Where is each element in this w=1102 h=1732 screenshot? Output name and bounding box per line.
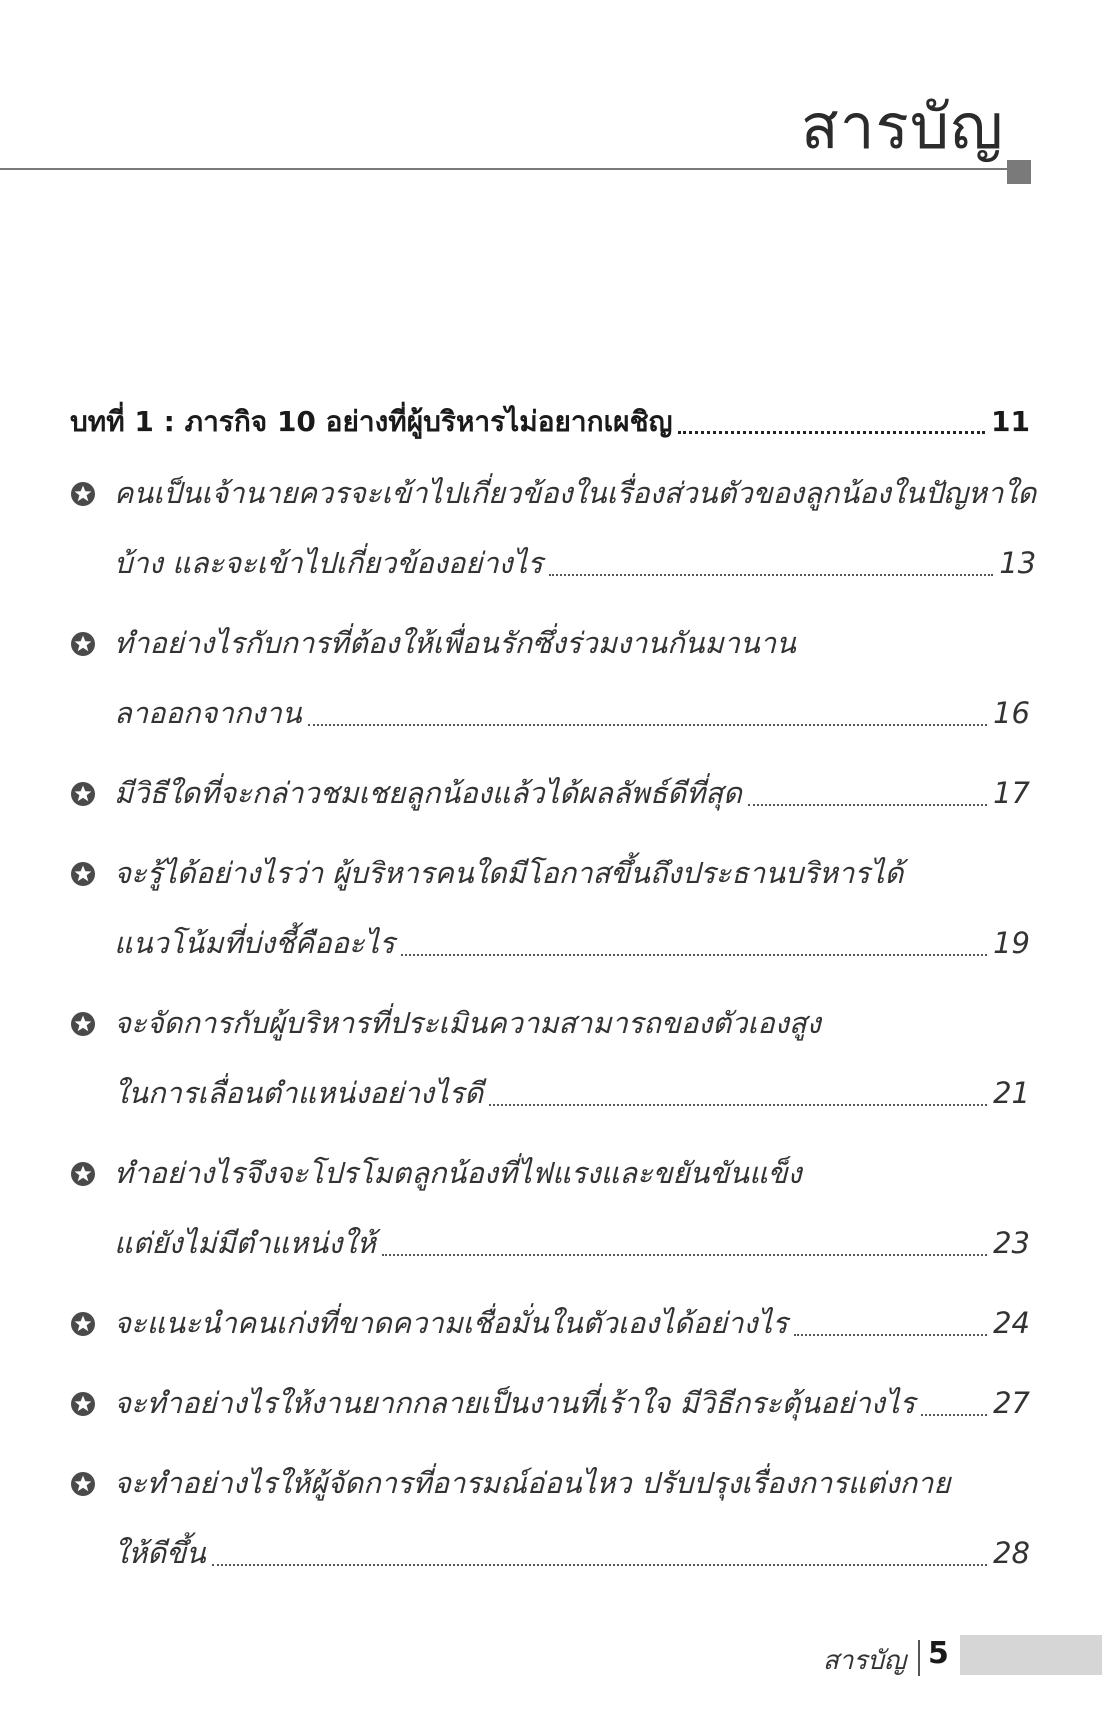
toc-entry-text: จะจัดการกับผู้บริหารที่ประเมินความสามารถของตัวเองสูง (114, 1006, 821, 1040)
toc-entry-body (114, 1000, 1030, 1116)
dot-leader (748, 804, 987, 806)
chapter-page-number: 11 (991, 405, 1030, 438)
toc-entry-page-number: 19 (993, 926, 1030, 960)
toc-entry-text: มีวิธีใดที่จะกล่าวชมเชยลูกน้องแล้วได้ผลลัพธ์ดีที่สุด (114, 776, 742, 810)
toc-entry-body (114, 620, 1030, 736)
star-circle-icon (70, 1010, 104, 1036)
toc-entry-text: จะทำอย่างไรให้ผู้จัดการที่อารมณ์อ่อนไหว ปรับปรุงเรื่องการแต่งกาย (114, 1466, 951, 1500)
toc-entry-last-line (114, 920, 1030, 966)
footer-page-number: 5 (928, 1636, 949, 1671)
dot-leader (489, 1104, 987, 1106)
toc-entry-page-number: 17 (993, 776, 1030, 810)
dot-leader (212, 1564, 987, 1566)
toc-entry-body (114, 1460, 1030, 1576)
toc-entry-page-number: 13 (999, 546, 1037, 580)
toc-entry-text: ทำอย่างไรจึงจะโปรโมตลูกน้องที่ไฟแรงและขยันขันแข็ง (114, 1156, 802, 1190)
star-circle-icon (70, 630, 104, 656)
dot-leader (401, 954, 987, 956)
toc-entry-text: ให้ดีขึ้น (114, 1536, 206, 1570)
toc-entry-text: บ้าง และจะเข้าไปเกี่ยวข้องอย่างไร (114, 546, 543, 580)
toc-entry-page-number: 23 (993, 1226, 1030, 1260)
toc-entry-body (114, 770, 1030, 816)
star-circle-icon (70, 1390, 104, 1416)
toc-entry[interactable] (70, 1150, 1030, 1266)
toc-entry-last-line (114, 1530, 1030, 1576)
chapter-label: บทที่ 1 : ภารกิจ 10 อย่างที่ผู้บริหารไม่อยากเผชิญ (70, 405, 673, 438)
toc-entry[interactable] (70, 470, 1037, 586)
footer-section-label: สารบัญ (822, 1646, 906, 1676)
toc-entry-last-line (114, 1380, 1030, 1426)
footer-separator (918, 1640, 920, 1676)
toc-entry[interactable] (70, 850, 1030, 966)
toc-entry-text: ในการเลื่อนตำแหน่งอย่างไรดี (114, 1076, 484, 1110)
header-rule-square (1007, 160, 1031, 184)
toc-entry-last-line (114, 770, 1030, 816)
toc-entry[interactable] (70, 770, 1030, 816)
star-circle-icon (70, 1160, 104, 1186)
table-of-contents (70, 400, 1037, 1610)
star-circle-icon (70, 480, 104, 506)
toc-entry-page-number: 27 (993, 1386, 1030, 1420)
toc-entry-page-number: 28 (993, 1536, 1030, 1570)
toc-entry-last-line (114, 540, 1036, 586)
toc-entry-page-number: 21 (993, 1076, 1030, 1110)
dot-leader (794, 1334, 987, 1336)
toc-entry[interactable] (70, 1380, 1030, 1426)
toc-entry-text: จะรู้ได้อย่างไรว่า ผู้บริหารคนใดมีโอกาสขึ้นถึงประธานบริหารได้ (114, 856, 904, 890)
toc-entry-text: ลาออกจากงาน (114, 696, 302, 730)
header-rule (0, 168, 1022, 170)
toc-entry-page-number: 16 (993, 696, 1030, 730)
toc-entry-text: แต่ยังไม่มีตำแหน่งให้ (114, 1226, 376, 1260)
toc-entry[interactable] (70, 1000, 1030, 1116)
dot-leader (921, 1414, 987, 1416)
toc-entry-text: แนวโน้มที่บ่งชี้คืออะไร (114, 926, 395, 960)
footer-tab-block (960, 1635, 1102, 1675)
toc-entry-body (114, 470, 1036, 586)
toc-chapter-heading[interactable] (70, 400, 1030, 444)
toc-entry-last-line (114, 1070, 1030, 1116)
dot-leader (549, 574, 994, 576)
toc-entry[interactable] (70, 620, 1030, 736)
page-title: สารบัญ (800, 90, 1004, 163)
star-circle-icon (70, 860, 104, 886)
dot-leader (382, 1254, 987, 1256)
toc-entry-body (114, 1150, 1030, 1266)
toc-entries (70, 470, 1037, 1576)
toc-entry[interactable] (70, 1300, 1030, 1346)
toc-entry-text: ทำอย่างไรกับการที่ต้องให้เพื่อนรักซึ่งร่วมงานกันมานาน (114, 626, 796, 660)
toc-entry-page-number: 24 (993, 1306, 1030, 1340)
toc-entry-body (114, 850, 1030, 966)
toc-entry-body (114, 1380, 1030, 1426)
toc-entry-text: จะทำอย่างไรให้งานยากกลายเป็นงานที่เร้าใจ มีวิธีกระตุ้นอย่างไร (114, 1386, 916, 1420)
star-circle-icon (70, 1310, 104, 1336)
toc-entry-last-line (114, 1300, 1030, 1346)
star-circle-icon (70, 780, 104, 806)
toc-entry-text: คนเป็นเจ้านายควรจะเข้าไปเกี่ยวข้องในเรื่องส่วนตัวของลูกน้องในปัญหาใด (114, 476, 1037, 510)
star-circle-icon (70, 1470, 104, 1496)
dot-leader (308, 724, 988, 726)
toc-entry-text: จะแนะนำคนเก่งที่ขาดความเชื่อมั่นในตัวเองได้อย่างไร (114, 1306, 788, 1340)
toc-entry-last-line (114, 690, 1030, 736)
toc-entry-body (114, 1300, 1030, 1346)
toc-entry-last-line (114, 1220, 1030, 1266)
toc-entry[interactable] (70, 1460, 1030, 1576)
dot-leader (678, 431, 985, 434)
